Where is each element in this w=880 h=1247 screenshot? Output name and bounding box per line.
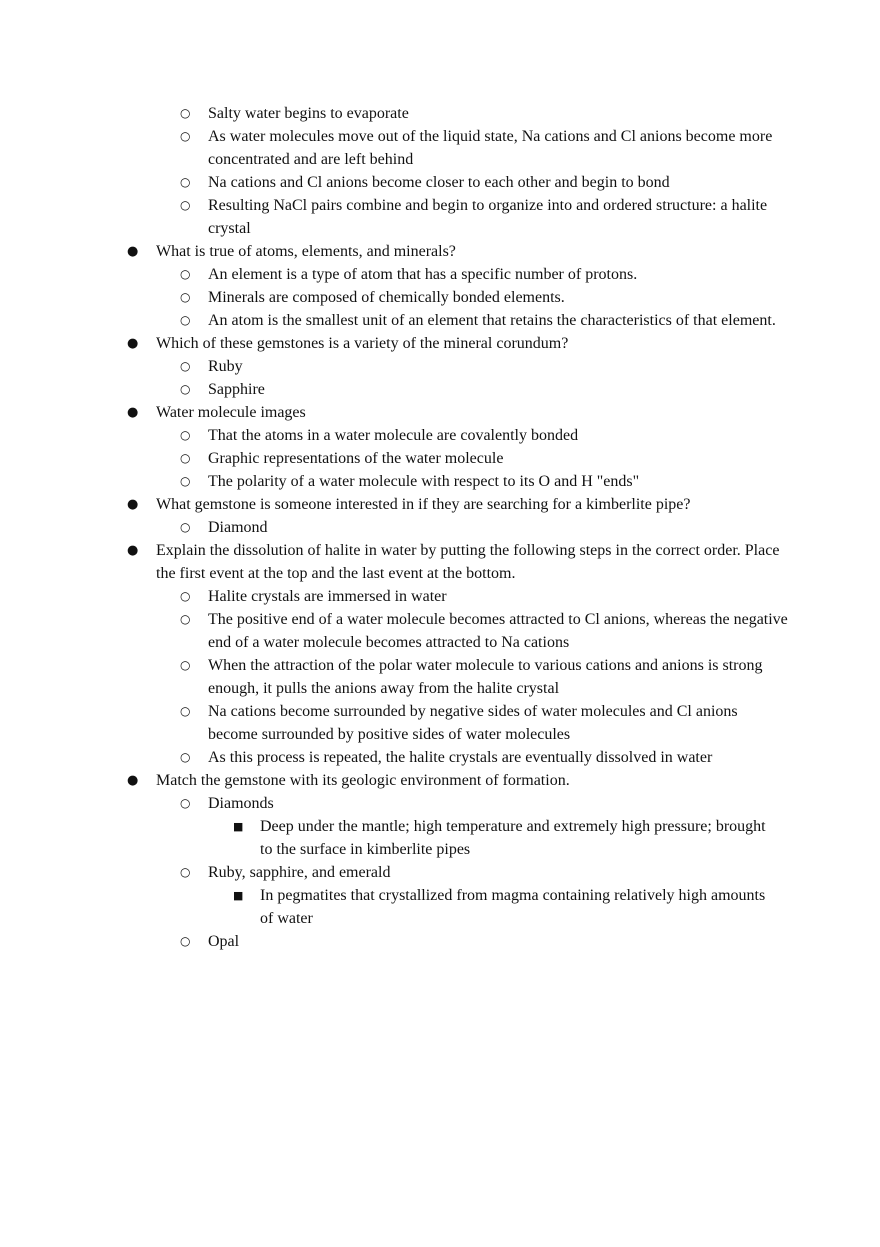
bullet-icon: ○ xyxy=(180,129,191,143)
list-item-text: Halite crystals are immersed in water xyxy=(208,588,447,605)
list-item xyxy=(0,493,786,516)
list-item-text: Ruby, sapphire, and emerald xyxy=(208,864,391,881)
bullet-icon: ○ xyxy=(180,796,191,810)
bullet-icon: ● xyxy=(127,244,139,259)
bullet-icon: ○ xyxy=(180,865,191,879)
bullet-icon: ○ xyxy=(180,658,191,672)
list-item-text: Match the gemstone with its geologic environment of formation. xyxy=(156,772,570,789)
list-item xyxy=(0,585,788,608)
bullet-icon: ○ xyxy=(180,750,191,764)
bullet-icon: ■ xyxy=(233,820,244,833)
list-item-text: What gemstone is someone interested in if they are searching for a kimberlite pipe? xyxy=(156,496,691,513)
list-item xyxy=(0,815,780,861)
bullet-icon: ■ xyxy=(233,889,244,902)
list-item-text: What is true of atoms, elements, and minerals? xyxy=(156,243,456,260)
bullet-icon: ○ xyxy=(180,474,191,488)
list-item-text: Water molecule images xyxy=(156,404,306,421)
bullet-icon: ○ xyxy=(180,704,191,718)
list-item-text: Which of these gemstones is a variety of the mineral corundum? xyxy=(156,335,569,352)
bullet-icon: ○ xyxy=(180,267,191,281)
bullet-icon: ○ xyxy=(180,290,191,304)
list-item xyxy=(0,378,788,401)
list-item xyxy=(0,332,786,355)
list-item-text: Resulting NaCl pairs combine and begin to organize into and ordered structure: a halite crystal xyxy=(208,197,768,237)
bullet-icon: ○ xyxy=(180,382,191,396)
list-item-text: Sapphire xyxy=(208,381,265,398)
list-item-text: Deep under the mantle; high temperature and extremely high pressure; brought to the surface in kimberlite pipes xyxy=(260,818,766,858)
list-item xyxy=(0,447,788,470)
list-item xyxy=(0,263,788,286)
bullet-icon: ● xyxy=(127,405,139,420)
list-item xyxy=(0,424,788,447)
list-item-text: Graphic representations of the water molecule xyxy=(208,450,504,467)
list-item-text: Na cations and Cl anions become closer to each other and begin to bond xyxy=(208,174,670,191)
list-item xyxy=(0,516,788,539)
list-item xyxy=(0,309,788,332)
list-item-text: Minerals are composed of chemically bonded elements. xyxy=(208,289,565,306)
list-item-text: In pegmatites that crystallized from magma containing relatively high amounts of water xyxy=(260,887,766,927)
list-item-text: Explain the dissolution of halite in water by putting the following steps in the correct order. Place the first event at the top and the last event at the bottom. xyxy=(156,542,780,582)
list-item xyxy=(0,792,788,815)
list-item xyxy=(0,930,788,953)
list-item xyxy=(0,608,788,654)
bullet-icon: ○ xyxy=(180,520,191,534)
document-body xyxy=(0,102,880,953)
list-item xyxy=(0,539,786,585)
list-item xyxy=(0,861,788,884)
bullet-icon: ○ xyxy=(180,428,191,442)
list-item-text: An atom is the smallest unit of an element that retains the characteristics of that element. xyxy=(208,312,776,329)
bullet-icon: ○ xyxy=(180,175,191,189)
list-item-text: Ruby xyxy=(208,358,243,375)
bullet-icon: ● xyxy=(127,543,139,558)
list-item xyxy=(0,125,788,171)
bullet-icon: ● xyxy=(127,773,139,788)
list-item xyxy=(0,194,788,240)
list-item-text: The positive end of a water molecule becomes attracted to Cl anions, whereas the negative end of a water molecule becomes attracted to Na cations xyxy=(208,611,788,651)
bullet-icon: ○ xyxy=(180,451,191,465)
bullet-icon: ○ xyxy=(180,934,191,948)
list-item-text: When the attraction of the polar water molecule to various cations and anions is strong enough, it pulls the anions away from the halite crystal xyxy=(208,657,763,697)
bullet-icon: ● xyxy=(127,497,139,512)
list-item-text: Salty water begins to evaporate xyxy=(208,105,409,122)
list-item-text: Diamond xyxy=(208,519,268,536)
list-item xyxy=(0,769,786,792)
list-item xyxy=(0,355,788,378)
list-item-text: Opal xyxy=(208,933,240,950)
list-item xyxy=(0,171,788,194)
bullet-icon: ○ xyxy=(180,313,191,327)
list-item-text: As this process is repeated, the halite crystals are eventually dissolved in water xyxy=(208,749,713,766)
bullet-icon: ○ xyxy=(180,359,191,373)
bullet-icon: ○ xyxy=(180,106,191,120)
bullet-icon: ○ xyxy=(180,589,191,603)
list-item-text: Diamonds xyxy=(208,795,274,812)
list-item xyxy=(0,470,788,493)
list-item xyxy=(0,102,788,125)
list-item xyxy=(0,700,788,746)
list-item xyxy=(0,286,788,309)
list-item xyxy=(0,401,786,424)
list-item-text: As water molecules move out of the liquid state, Na cations and Cl anions become more concentrated and are left behind xyxy=(208,128,773,168)
list-item-text: That the atoms in a water molecule are covalently bonded xyxy=(208,427,579,444)
list-item xyxy=(0,654,788,700)
bullet-icon: ○ xyxy=(180,198,191,212)
list-item xyxy=(0,884,780,930)
list-item xyxy=(0,746,788,769)
list-item-text: An element is a type of atom that has a specific number of protons. xyxy=(208,266,638,283)
list-item-text: Na cations become surrounded by negative sides of water molecules and Cl anions become surrounded by positive sides of water molecules xyxy=(208,703,738,743)
list-item-text: The polarity of a water molecule with respect to its O and H "ends" xyxy=(208,473,640,490)
bullet-icon: ● xyxy=(127,336,139,351)
list-item xyxy=(0,240,786,263)
bullet-icon: ○ xyxy=(180,612,191,626)
